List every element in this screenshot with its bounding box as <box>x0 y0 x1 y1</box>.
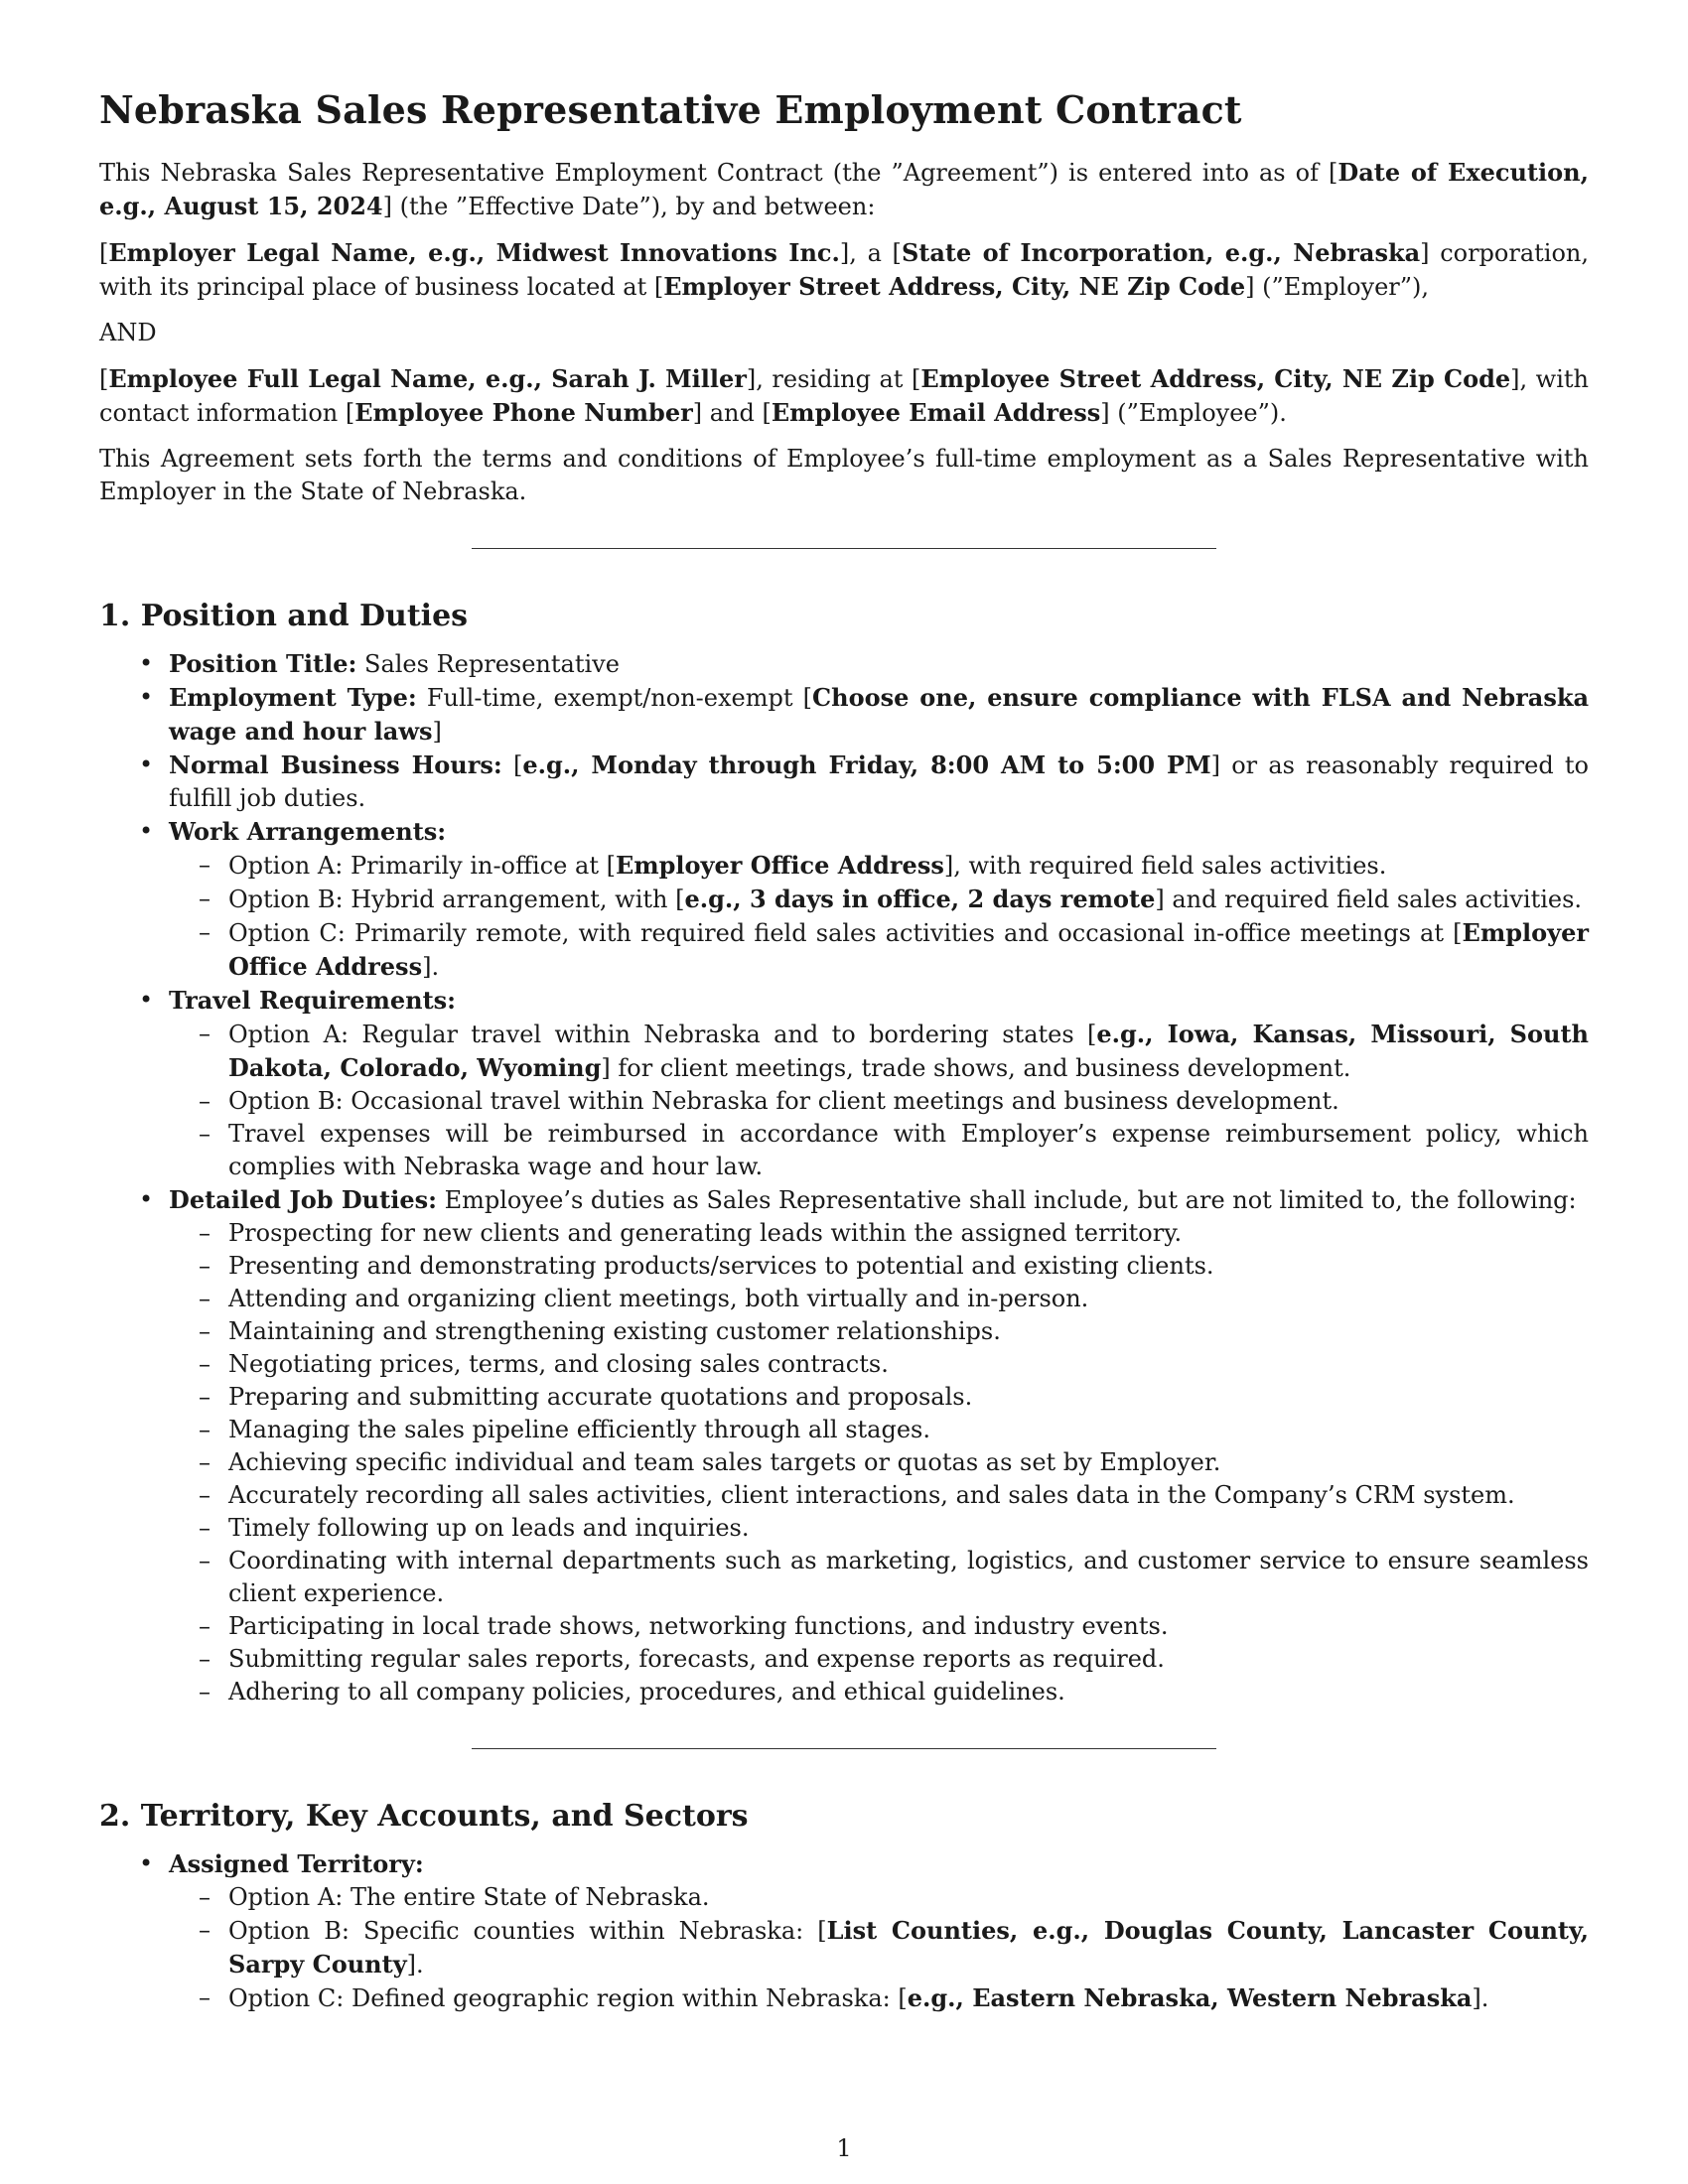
employee-paragraph <box>99 362 1589 430</box>
document-title: Nebraska Sales Representative Employment Contract <box>99 87 1242 132</box>
work-arrangements-item <box>99 815 1589 984</box>
label: Work Arrangements: <box>169 817 447 846</box>
text: ] (”Employer”), <box>1245 273 1430 301</box>
agreement-scope-paragraph: This Agreement sets forth the terms and conditions of Employee’s full-time employment as a Sales Representative with Employer in the State of Nebraska. <box>99 445 1589 505</box>
text: Option B: Hybrid arrangement, with [ <box>228 886 685 913</box>
duty-item: – Presenting and demonstrating products/services to potential and existing clients. <box>169 1250 1589 1283</box>
text: ] corporation, with its principal place of business located at [ <box>99 239 1590 301</box>
section-divider <box>472 1748 1216 1749</box>
placeholder: e.g., Eastern Nebraska, Western Nebraska <box>907 1983 1473 2012</box>
list-item: – Option A: The entire State of Nebraska. <box>169 1881 1589 1914</box>
employee-name-placeholder: Employee Full Legal Name, e.g., Sarah J. Miller <box>108 364 747 393</box>
placeholder: e.g., Iowa, Kansas, Missouri, South Dakota, Colorado, Wyoming <box>228 1020 1589 1082</box>
text: Option A: Regular travel within Nebraska and to bordering states [ <box>228 1021 1097 1048</box>
intro-text-end: ] (the ”Effective Date”), by and between: <box>382 193 876 220</box>
employee-phone-placeholder: Employee Phone Number <box>354 398 693 427</box>
list-item: – Option B: Occasional travel within Nebraska for client meetings and business development. <box>169 1085 1589 1118</box>
list-item <box>169 916 1589 984</box>
job-duties-item <box>99 1183 1589 1708</box>
text: ], residing at [ <box>746 365 921 393</box>
placeholder: e.g., 3 days in office, 2 days remote <box>684 885 1156 913</box>
state-placeholder: State of Incorporation, e.g., Nebraska <box>901 238 1421 267</box>
value: Sales Representative <box>356 650 620 678</box>
text: ]. <box>422 953 440 981</box>
list-item <box>169 849 1589 883</box>
section-1-heading: 1. Position and Duties <box>99 599 469 633</box>
duty-item: – Negotiating prices, terms, and closing sales contracts. <box>169 1348 1589 1381</box>
placeholder: Employer Office Address <box>615 851 944 880</box>
section-2-list <box>99 1847 1589 2015</box>
text: ], a [ <box>839 239 902 267</box>
assigned-territory-item <box>99 1847 1589 2015</box>
list-item <box>169 1914 1589 1981</box>
text: Option A: Primarily in-office at [ <box>228 852 616 880</box>
duties-list <box>169 1217 1589 1708</box>
duty-item: – Attending and organizing client meetings, both virtually and in-person. <box>169 1283 1589 1315</box>
list-item <box>169 1981 1589 2015</box>
duty-item: – Participating in local trade shows, networking functions, and industry events. <box>169 1610 1589 1643</box>
label: Travel Requirements: <box>169 986 457 1015</box>
text: Option C: Primarily remote, with required field sales activities and occasional in-office meetings at [ <box>228 919 1463 947</box>
label: Position Title: <box>169 649 357 678</box>
duty-item: – Adhering to all company policies, procedures, and ethical guidelines. <box>169 1676 1589 1708</box>
intro-paragraph <box>99 156 1589 223</box>
text: ] <box>432 718 442 746</box>
date-placeholder: Date of Execution, e.g., August 15, 2024 <box>99 158 1589 220</box>
travel-list <box>169 1018 1589 1183</box>
section-divider <box>472 548 1216 549</box>
duty-item: – Prospecting for new clients and generating leads within the assigned territory. <box>169 1217 1589 1250</box>
label: Detailed Job Duties: <box>169 1185 437 1214</box>
list-item: – Travel expenses will be reimbursed in accordance with Employer’s expense reimbursement policy, which complies with Nebraska wage and hour law. <box>169 1118 1589 1183</box>
duty-item: – Preparing and submitting accurate quotations and proposals. <box>169 1381 1589 1414</box>
list-item <box>169 883 1589 916</box>
travel-requirements-item <box>99 984 1589 1183</box>
employer-paragraph <box>99 236 1589 304</box>
text: ]. <box>406 1951 424 1979</box>
intro-text: This Nebraska Sales Representative Employment Contract (the ”Agreement”) is entered into as of [ <box>99 159 1338 187</box>
text: ], with required field sales activities. <box>943 852 1387 880</box>
duty-item: – Coordinating with internal departments such as marketing, logistics, and customer service to ensure seamless client experience. <box>169 1545 1589 1610</box>
section-1-list <box>99 647 1589 1708</box>
text: ] for client meetings, trade shows, and business development. <box>601 1054 1351 1082</box>
duty-item: – Maintaining and strengthening existing customer relationships. <box>169 1315 1589 1348</box>
bracket: [ <box>99 365 109 393</box>
text: Employee’s duties as Sales Representative shall include, but are not limited to, the following: <box>436 1186 1577 1214</box>
placeholder: Employer Office Address <box>228 918 1589 981</box>
document-page <box>99 87 1589 2015</box>
employee-address-placeholder: Employee Street Address, City, NE Zip Code <box>920 364 1511 393</box>
employment-type-item <box>99 681 1589 749</box>
duty-item: – Accurately recording all sales activities, client interactions, and sales data in the Company’s CRM system. <box>169 1479 1589 1512</box>
placeholder: Choose one, ensure compliance with FLSA and Nebraska wage and hour laws <box>169 683 1590 746</box>
text: ] and [ <box>692 399 772 427</box>
duty-item: – Achieving specific individual and team sales targets or quotas as set by Employer. <box>169 1446 1589 1479</box>
text: ] (”Employee”). <box>1100 399 1287 427</box>
value: Full-time, exempt/non-exempt [ <box>416 684 813 712</box>
duty-item: – Managing the sales pipeline efficiently through all stages. <box>169 1414 1589 1446</box>
text: ]. <box>1472 1984 1489 2012</box>
text: [ <box>501 751 523 779</box>
page-number: 1 <box>836 2134 852 2162</box>
text: ], with contact information [ <box>99 365 1589 427</box>
label: Assigned Territory: <box>169 1849 424 1878</box>
text: ] or as reasonably required to fulfill job duties. <box>169 751 1589 812</box>
employer-address-placeholder: Employer Street Address, City, NE Zip Code <box>663 272 1246 301</box>
duty-item: – Timely following up on leads and inquiries. <box>169 1512 1589 1545</box>
placeholder: List Counties, e.g., Douglas County, Lancaster County, Sarpy County <box>228 1916 1589 1979</box>
position-title-item <box>99 647 1589 681</box>
list-item <box>169 1018 1589 1085</box>
employer-name-placeholder: Employer Legal Name, e.g., Midwest Innovations Inc. <box>108 238 840 267</box>
section-2-heading: 2. Territory, Key Accounts, and Sectors <box>99 1799 749 1834</box>
duty-item: – Submitting regular sales reports, forecasts, and expense reports as required. <box>169 1643 1589 1676</box>
text: Option B: Specific counties within Nebraska: [ <box>228 1917 827 1945</box>
text: Option C: Defined geographic region within Nebraska: [ <box>228 1984 908 2012</box>
work-arrangements-list <box>169 849 1589 984</box>
employee-email-placeholder: Employee Email Address <box>771 398 1101 427</box>
placeholder: e.g., Monday through Friday, 8:00 AM to 5:00 PM <box>522 751 1211 779</box>
text: ] and required field sales activities. <box>1155 886 1583 913</box>
label: Employment Type: <box>169 683 417 712</box>
bracket: [ <box>99 239 109 267</box>
and-paragraph: AND <box>99 319 157 346</box>
label: Normal Business Hours: <box>169 751 502 779</box>
territory-list <box>169 1881 1589 2015</box>
business-hours-item <box>99 749 1589 815</box>
